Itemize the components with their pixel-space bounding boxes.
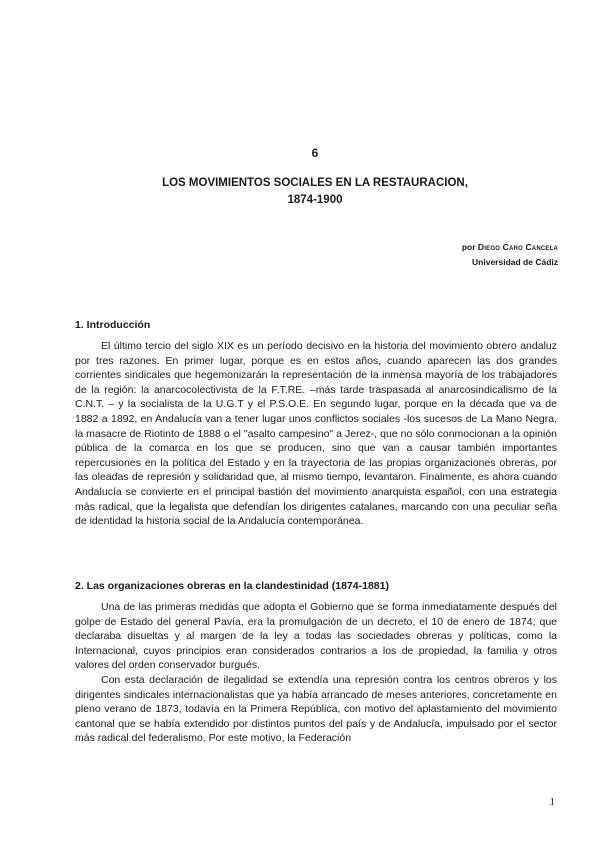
section-heading: 2. Las organizaciones obreras en la clandestinidad (1874-1881): [75, 580, 389, 592]
section-heading: 1. Introducción: [75, 319, 151, 331]
page-number: 1: [549, 796, 555, 808]
section-introduccion: [75, 319, 557, 529]
author-name: Diego Caro Cancela: [477, 242, 558, 252]
author-line: [462, 240, 558, 255]
author-block: [462, 240, 558, 270]
section-organizaciones-obreras: [75, 580, 557, 746]
chapter-number: 6: [311, 146, 319, 160]
body-paragraph: Una de las primeras medidas que adopta el Gobierno que se forma inmediatamente después del golpe de Estado del general Pavía, era la promulgación de un decreto, el 10 de enero de 1874, que declaraba disueltas y al margen de la ley a todas las sociedades obreras y políticas, como la Internacional, cuyos principios eran considerados contrarios a los de propiedad, la familia y otros valores del orden conservador burgués.: [75, 601, 557, 672]
chapter-title-line-1: LOS MOVIMIENTOS SOCIALES EN LA RESTAURACION,: [162, 177, 468, 189]
body-paragraph: El último tercio del siglo XIX es un período decisivo en la historia del movimiento obrero andaluz por tres razones. En primer lugar, porque es en estos años, cuando aparecen las dos grandes corrientes sindicales que hegemonizarán la representación de la inmensa mayoría de los trabajadores de la región: la anarcocolectivista de la F.T.RE. –más tarde traspasada al anarcosindicalismo de la C.N.T. – y la socialista de la U.G.T y el P.S.O.E. En segundo lugar, porque en la década que va de 1882 a 1892, en Andalucía van a tener lugar unos conflictos sociales -los sucesos de La Mano Negra, la masacre de Riotinto de 1888 o el "asalto campesino" a Jerez-, que no sólo conmocionan a la opinión pública de la comarca en los que se producen, sino que van a causar también importantes repercusiones en la política del Estado y en la trayectoria de las propias organizaciones obreras, por las oleadas de represión y solidaridad que, al mismo tiempo, levantaron. Finalmente, es ahora cuando Andalucía se convierte en el principal bastión del movimiento anarquista español, con una estrategia más radical, que la legalista que defendían los dirigentes catalanes, marcando con una peculiar seña de identidad la historia social de la Andalucía contemporánea.: [75, 340, 557, 528]
author-prefix: por: [461, 242, 476, 252]
author-affiliation: Universidad de Cádiz: [472, 257, 558, 267]
chapter-title: [0, 175, 600, 209]
body-paragraph: Con esta declaración de ilegalidad se extendía una represión contra los centros obreros y los dirigentes sindicales internacionalistas que ya había arrancado de meses anteriores, concretamente en pleno verano de 1873, todavía en la Primera República, con motivo del aplastamiento del movimiento cantonal que se había extendido por distintos puntos del país y de Andalucía, impulsado por el sector más radical del federalismo. Por este motivo, la Federación: [75, 673, 557, 745]
chapter-title-line-2: 1874-1900: [287, 194, 343, 206]
